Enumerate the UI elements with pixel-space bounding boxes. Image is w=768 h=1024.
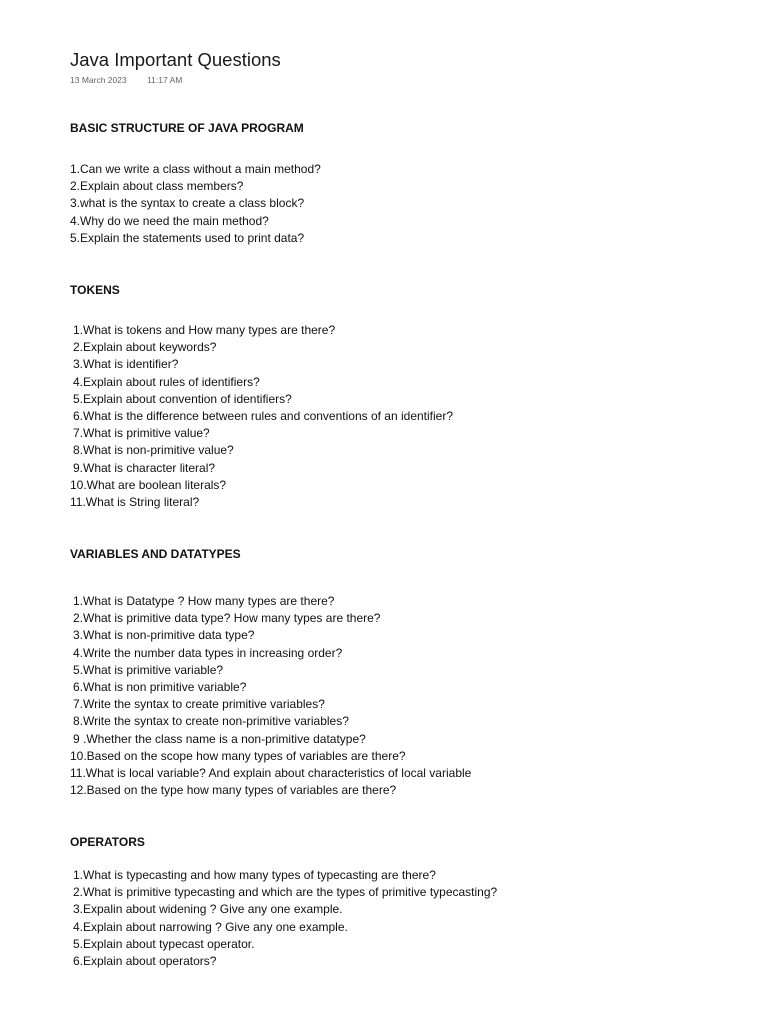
- question-item: 1.What is typecasting and how many types of typecasting are there?: [73, 868, 436, 882]
- question-item: 5.What is primitive variable?: [73, 662, 224, 677]
- question-item: 10.Based on the scope how many types of variables are there?: [70, 748, 406, 763]
- question-item: 2.Explain about keywords?: [73, 340, 217, 355]
- question-item: 9 .Whether the class name is a non-primitive datatype?: [73, 731, 366, 746]
- question-item: 3.What is identifier?: [73, 357, 179, 372]
- question-item: 5.Explain about typecast operator.: [73, 936, 255, 951]
- question-list-operators: [70, 867, 497, 970]
- page-date: 13 March 2023: [70, 75, 127, 85]
- question-list-variables-datatypes: [70, 593, 471, 799]
- question-item: 1.Can we write a class without a main method?: [70, 162, 321, 176]
- section-heading-tokens: TOKENS: [70, 283, 120, 297]
- question-item: 12.Based on the type how many types of variables are there?: [70, 783, 397, 798]
- question-list-basic-structure: [70, 161, 321, 247]
- question-item: 6.What is non primitive variable?: [73, 680, 247, 695]
- question-item: 2.What is primitive data type? How many types are there?: [73, 611, 381, 626]
- question-item: 5.Explain about convention of identifiers?: [73, 391, 292, 406]
- question-item: 3.Expalin about widening ? Give any one example.: [73, 902, 343, 917]
- question-item: 11.What is local variable? And explain about characteristics of local variable: [70, 766, 472, 781]
- question-item: 2.Explain about class members?: [70, 179, 244, 194]
- question-item: 2.What is primitive typecasting and which are the types of primitive typecasting?: [73, 885, 498, 900]
- question-item: 3.What is non-primitive data type?: [73, 628, 255, 643]
- question-item: 1.What is Datatype ? How many types are there?: [73, 594, 335, 608]
- question-item: 1.What is tokens and How many types are there?: [73, 323, 336, 337]
- question-item: 9.What is character literal?: [73, 460, 216, 475]
- section-heading-variables-datatypes: VARIABLES AND DATATYPES: [70, 547, 241, 561]
- question-item: 4.Why do we need the main method?: [70, 213, 269, 228]
- page-meta: [70, 75, 750, 87]
- document-page: [70, 48, 750, 969]
- question-item: 7.Write the syntax to create primitive variables?: [73, 697, 325, 712]
- question-item: 7.What is primitive value?: [73, 426, 210, 441]
- question-item: 8.What is non-primitive value?: [73, 443, 234, 458]
- question-item: 4.Explain about rules of identifiers?: [73, 374, 260, 389]
- section-heading-basic-structure: BASIC STRUCTURE OF JAVA PROGRAM: [70, 121, 304, 135]
- page-title: Java Important Questions: [70, 49, 281, 70]
- question-item: 11.What is String literal?: [70, 495, 200, 510]
- section-heading-operators: OPERATORS: [70, 835, 145, 849]
- question-item: 3.what is the syntax to create a class block?: [70, 196, 305, 211]
- question-item: 5.Explain the statements used to print data?: [70, 230, 305, 245]
- question-item: 6.Explain about operators?: [73, 954, 217, 969]
- question-list-tokens: [70, 322, 453, 511]
- question-item: 6.What is the difference between rules and conventions of an identifier?: [73, 409, 454, 424]
- question-item: 4.Write the number data types in increasing order?: [73, 645, 343, 660]
- question-item: 8.Write the syntax to create non-primitive variables?: [73, 714, 349, 729]
- question-item: 10.What are boolean literals?: [70, 477, 227, 492]
- page-time: 11:17 AM: [147, 75, 183, 85]
- question-item: 4.Explain about narrowing ? Give any one example.: [73, 919, 348, 934]
